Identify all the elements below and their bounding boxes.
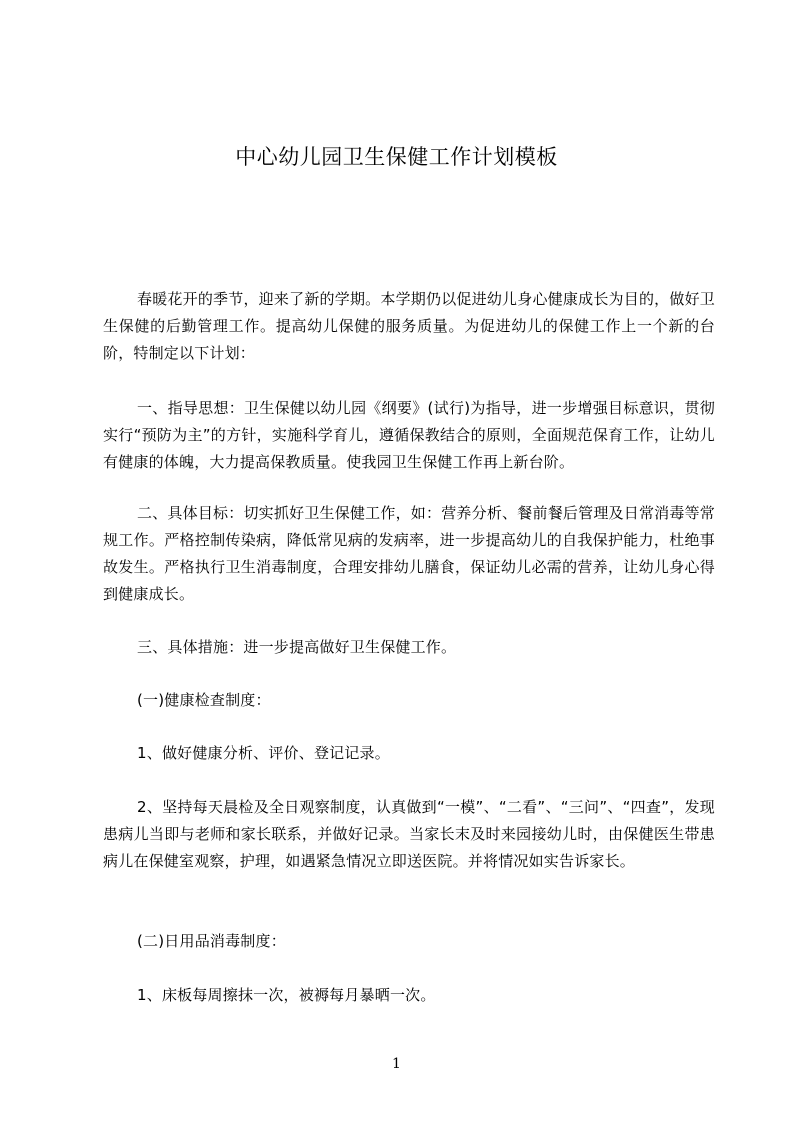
page-number: 1	[392, 1056, 401, 1072]
disinfection-item-1: 1、床板每周擦抹一次，被褥每月暴晒一次。	[137, 986, 436, 1004]
health-check-item-1: 1、做好健康分析、评价、登记记录。	[137, 744, 390, 762]
guiding-principle-paragraph: 一、指导思想：卫生保健以幼儿园《纲要》(试行)为指导，进一步增强目标意识，贯彻实行“预防为主”的方针，实施科学育儿，遵循保教结合的原则，全面规范保育工作，让幼儿有健康的体魄，大力提高保教质量。使我园卫生保健工作再上新台阶。	[103, 399, 715, 471]
intro-paragraph: 春暖花开的季节，迎来了新的学期。本学期仍以促进幼儿身心健康成长为目的，做好卫生保健的后勤管理工作。提高幼儿保健的服务质量。为促进幼儿的保健工作上一个新的台阶，特制定以下计划：	[103, 290, 715, 362]
document-title: 中心幼儿园卫生保健工作计划模板	[235, 145, 558, 169]
specific-measures-paragraph: 三、具体措施：进一步提高做好卫生保健工作。	[137, 638, 457, 656]
disinfection-heading: (二)日用品消毒制度：	[137, 932, 286, 950]
specific-goals-paragraph: 二、具体目标：切实抓好卫生保健工作，如：营养分析、餐前餐后管理及日常消毒等常规工作。严格控制传染病，降低常见病的发病率，进一步提高幼儿的自我保护能力，杜绝事故发生。严格执行卫生消毒制度，合理安排幼儿膳食，保证幼儿必需的营养，让幼儿身心得到健康成长。	[103, 504, 715, 603]
health-check-item-2: 2、坚持每天晨检及全日观察制度，认真做到“一模”、“二看”、“三问”、“四查”，发现患病儿当即与老师和家长联系，并做好记录。当家长末及时来园接幼儿时，由保健医生带患病儿在保健室观察，护理，如遇紧急情况立即送医院。并将情况如实告诉家长。	[103, 798, 715, 870]
health-check-heading: (一)健康检查制度：	[137, 691, 271, 709]
